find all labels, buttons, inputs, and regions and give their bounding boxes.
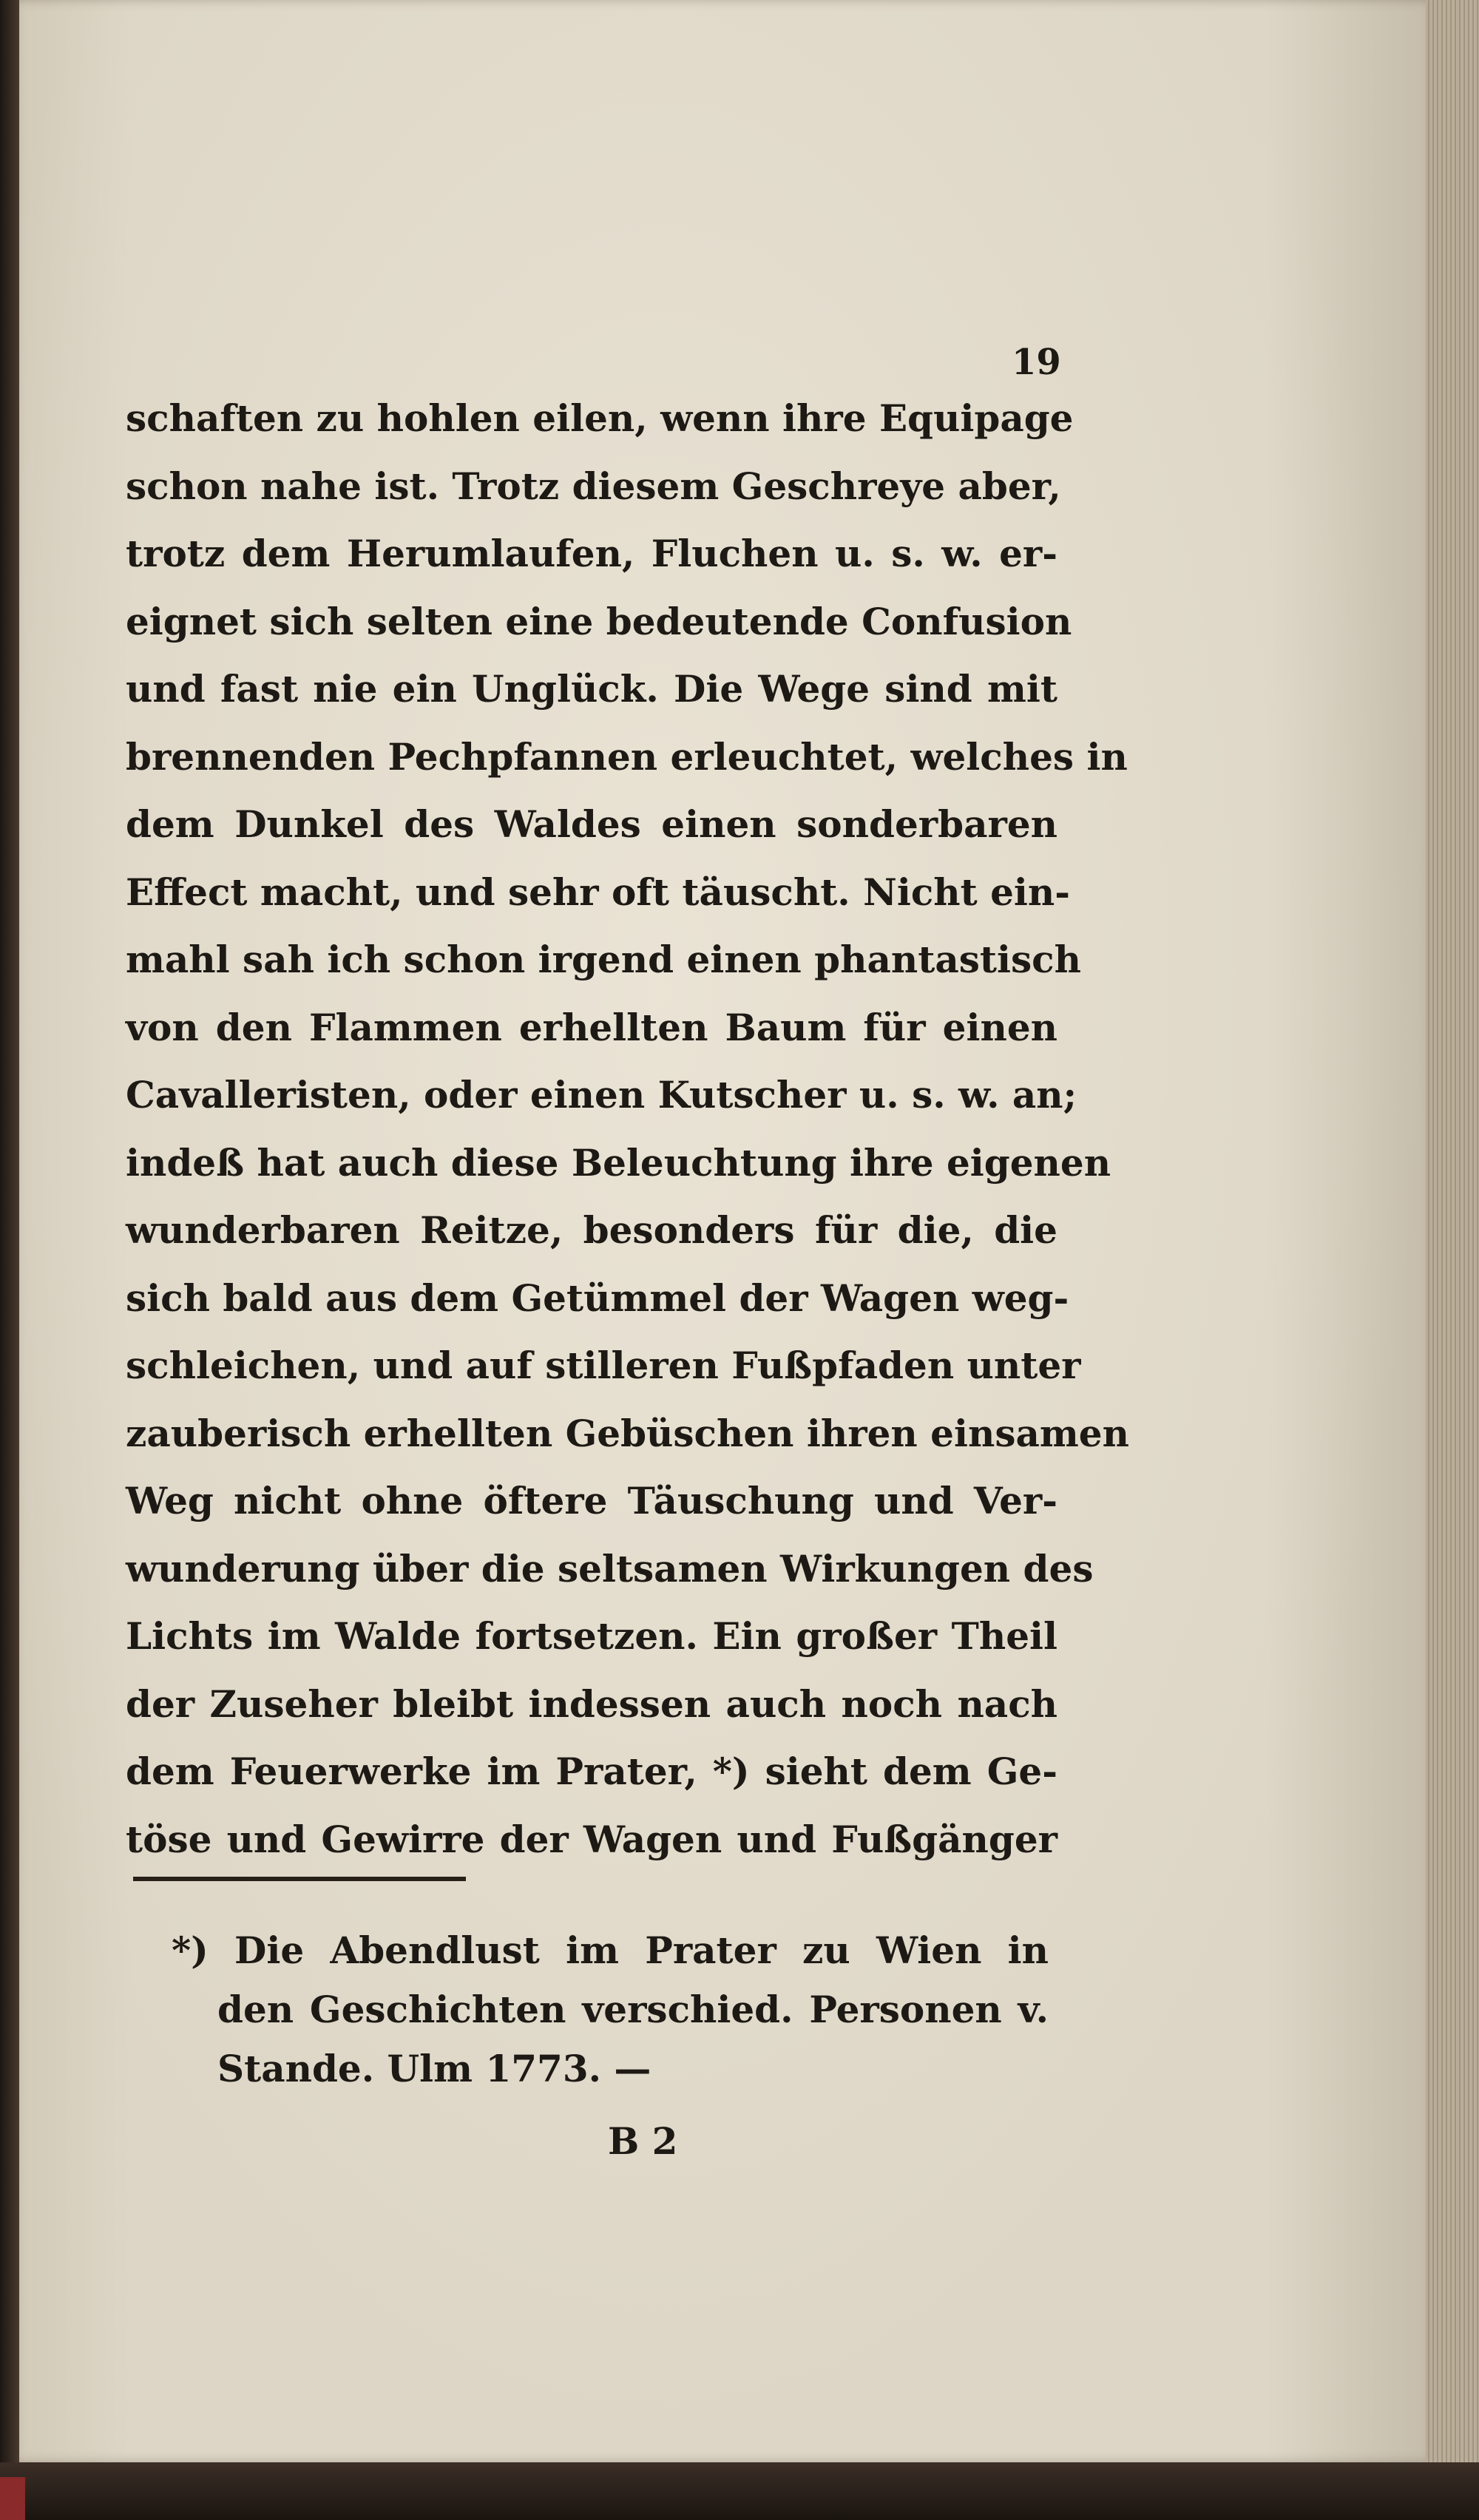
corner-marker [0,2477,25,2520]
text-line: zauberisch erhellten Gebüschen ihren einsamen [126,1411,1129,1455]
body-text [126,385,1129,1873]
text-line: töse und Gewirre der Wagen und Fußgänger [126,1817,1057,1861]
text-line: Weg nicht ohne öftere Täuschung und Ver- [126,1479,1057,1522]
text-line: schleichen, und auf stilleren Fußpfaden unter [126,1344,1081,1387]
text-line: Cavalleristen, oder einen Kutscher u. s. w. an; [126,1073,1077,1117]
text-line: schaften zu hohlen eilen, wenn ihre Equipage [126,396,1074,440]
scan-bottom-border [0,2462,1479,2520]
page-number: 19 [1012,342,1061,383]
text-line: schon nahe ist. Trotz diesem Geschreye aber, [126,464,1061,508]
footnote-line: den Geschichten verschied. Personen v. [217,1988,1049,2031]
text-line: trotz dem Herumlaufen, Fluchen u. s. w. er- [126,532,1057,575]
footnote [172,1921,1049,2099]
footnote-line: Stande. Ulm 1773. — [217,2047,651,2090]
text-line: Lichts im Walde fortsetzen. Ein großer Theil [126,1614,1057,1658]
text-line: und fast nie ein Unglück. Die Wege sind mit [126,667,1057,711]
text-line: sich bald aus dem Getümmel der Wagen weg- [126,1276,1069,1320]
text-line: wunderbaren Reitze, besonders für die, die [126,1208,1057,1252]
footnote-rule [133,1877,466,1881]
text-line: eignet sich selten eine bedeutende Confusion [126,599,1072,643]
footnote-line: *) Die Abendlust im Prater zu Wien in [172,1928,1049,1972]
text-line: von den Flammen erhellten Baum für einen [126,1005,1057,1049]
signature-mark: B 2 [608,2119,678,2163]
book-spine-edge [0,0,19,2520]
text-line: dem Feuerwerke im Prater, *) sieht dem Ge- [126,1750,1057,1793]
text-line: der Zuseher bleibt indessen auch noch nach [126,1681,1057,1726]
text-line: mahl sah ich schon irgend einen phantastisch [126,938,1081,981]
page-stack-edge [1426,0,1479,2462]
text-line: indeß hat auch diese Beleuchtung ihre eigenen [126,1140,1111,1185]
text-line: Effect macht, und sehr oft täuscht. Nicht ein- [126,870,1071,914]
text-line: brennenden Pechpfannen erleuchtet, welches in [126,734,1128,779]
text-line: dem Dunkel des Waldes einen sonderbaren [126,802,1057,846]
text-line: wunderung über die seltsamen Wirkungen des [126,1546,1094,1591]
